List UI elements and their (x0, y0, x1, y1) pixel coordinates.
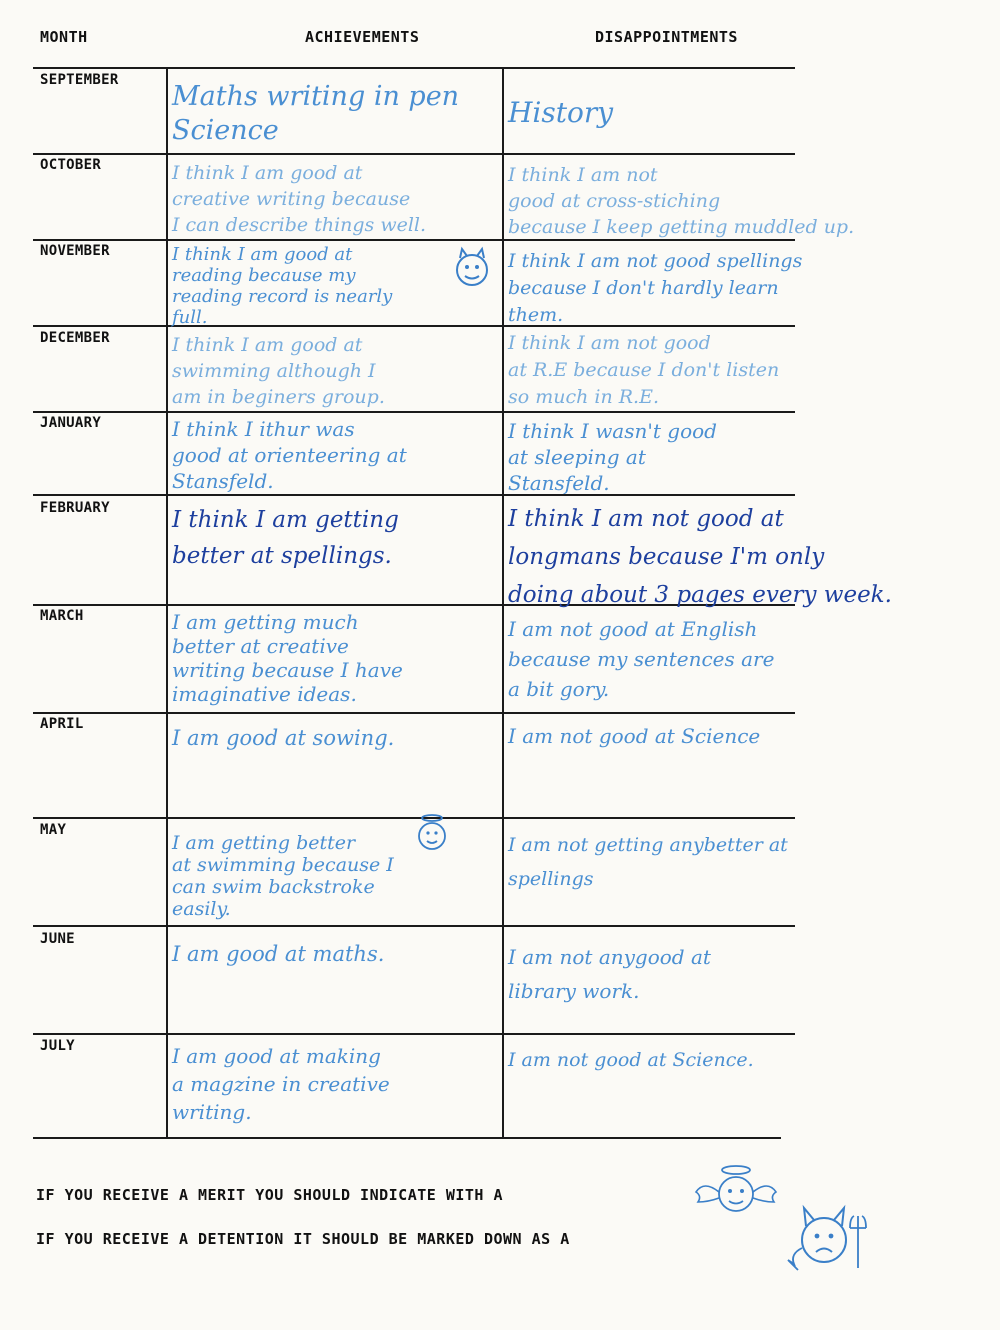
achievement-entry: I think I am good at swimming although I am in beginers group. (172, 334, 385, 408)
rule-top (33, 67, 795, 69)
rule-row (33, 712, 795, 714)
month-label: MAY (40, 822, 67, 838)
rule-bottom (33, 1137, 781, 1139)
achievement-entry: I am good at sowing. (172, 726, 395, 750)
detention-instruction: IF YOU RECEIVE A DETENTION IT SHOULD BE MARKED DOWN AS A (36, 1230, 570, 1248)
month-label: MARCH (40, 608, 84, 624)
achievement-entry: I think I am good at reading because my reading record is nearly full. (172, 244, 393, 328)
month-label: SEPTEMBER (40, 72, 119, 88)
rule-row (33, 925, 795, 927)
month-label: FEBRUARY (40, 500, 110, 516)
achievement-entry: I am good at maths. (172, 942, 385, 966)
rule-col-1 (166, 67, 168, 1138)
rule-col-2 (502, 67, 504, 1138)
month-label: APRIL (40, 716, 84, 732)
disappointment-entry: I am not anygood at library work. (508, 945, 711, 1003)
rule-row (33, 153, 795, 155)
disappointment-entry: History (508, 96, 614, 129)
disappointment-entry: I think I am not good at longmans because I'm only doing about 3 pages every week. (508, 506, 892, 608)
disappointment-entry: I am not good at Science (508, 724, 761, 748)
disappointment-entry: I think I am not good at R.E because I don't listen so much in R.E. (508, 332, 780, 408)
month-label: NOVEMBER (40, 243, 110, 259)
disappointment-entry: I think I wasn't good at sleeping at Stansfeld. (508, 419, 717, 495)
disappointment-entry: I am not good at English because my sentences are a bit gory. (508, 617, 775, 701)
header-achievements: ACHIEVEMENTS (305, 28, 420, 46)
achievement-entry: I think I am getting better at spellings. (172, 507, 399, 569)
month-label: JUNE (40, 931, 75, 947)
disappointment-entry: I am not good at Science. (508, 1049, 754, 1071)
achievement-entry: Maths writing in pen Science (172, 81, 460, 146)
header-disappointments: DISAPPOINTMENTS (595, 28, 738, 46)
disappointment-entry: I think I am not good at cross-stiching because I keep getting muddled up. (508, 164, 855, 238)
month-label: DECEMBER (40, 330, 110, 346)
achievement-entry: I think I ithur was good at orienteering at Stansfeld. (172, 417, 407, 493)
achievement-entry: I am good at making a magzine in creative writing. (172, 1044, 390, 1124)
achievement-entry: I am getting much better at creative writing because I have imaginative ideas. (172, 610, 403, 706)
header-month: MONTH (40, 28, 88, 46)
month-label: JULY (40, 1038, 75, 1054)
rule-row (33, 411, 795, 413)
disappointment-entry: I am not getting anybetter at spellings (508, 834, 788, 890)
angel-face-icon (690, 1162, 780, 1220)
devil-face-icon (780, 1198, 890, 1278)
devil-face-icon (452, 246, 492, 290)
rule-row (33, 1033, 795, 1035)
achievement-entry: I am getting better at swimming because I can swim backstroke easily. (172, 832, 394, 920)
merit-instruction: IF YOU RECEIVE A MERIT YOU SHOULD INDICATE WITH A (36, 1186, 504, 1204)
disappointment-entry: I think I am not good spellings because I don't hardly learn them. (508, 250, 803, 326)
achievement-entry: I think I am good at creative writing because I can describe things well. (172, 162, 427, 236)
angel-face-icon (410, 812, 450, 854)
month-label: JANUARY (40, 415, 102, 431)
month-label: OCTOBER (40, 157, 102, 173)
